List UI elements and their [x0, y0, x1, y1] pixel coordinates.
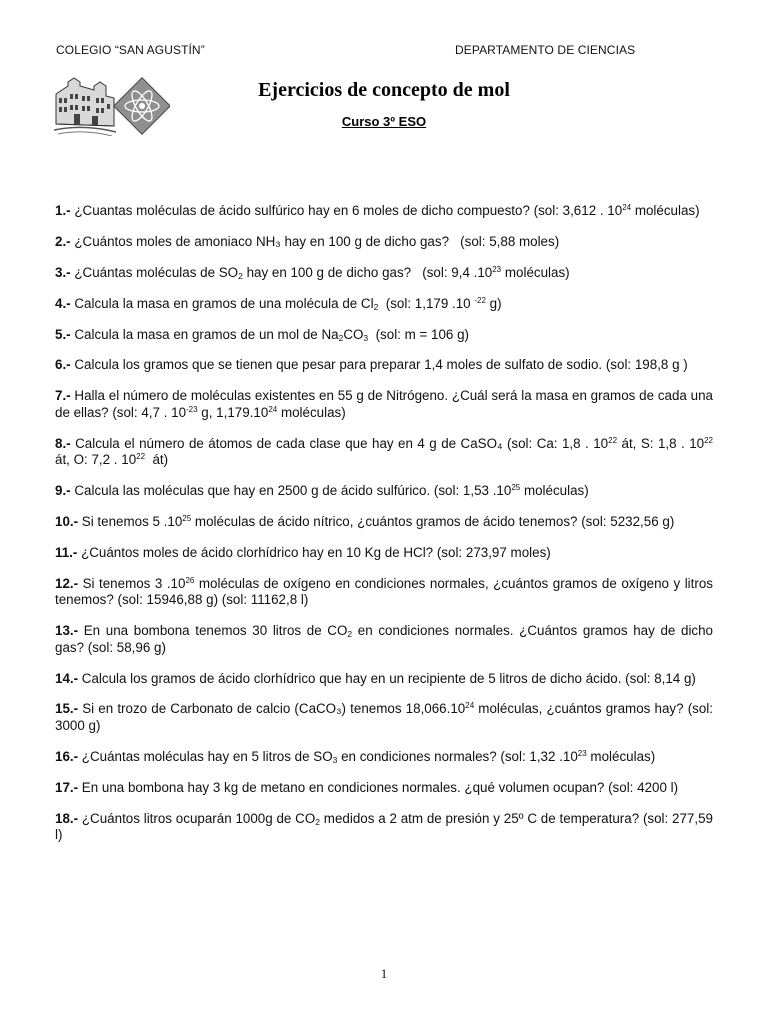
exercise-number: 18.-: [55, 810, 79, 826]
exercise-number: 7.-: [55, 388, 71, 404]
exercise-number: 14.-: [55, 670, 79, 686]
exercise-item: [55, 436, 713, 469]
exercise-text: Halla el número de moléculas existentes en 55 g de Nitrógeno. ¿Cuál será la masa en gramos de cada una de ellas? (sol: 4,7 . $10^{-23}$ g, 1,179.10$^{24}$ moléculas): [55, 388, 713, 420]
exercise-item: [55, 576, 713, 609]
exercise-item: [55, 545, 713, 562]
course-subtitle: Curso 3º ESO: [341, 114, 427, 129]
exercise-item: [55, 701, 713, 734]
exercise-text: Calcula las moléculas que hay en 2500 g de ácido sulfúrico. (sol: 1,53 $.10^{25}$ moléculas): [70, 483, 589, 499]
exercise-number: 1.-: [55, 203, 71, 218]
page-title-text: Ejercicios de concepto de mol: [258, 79, 510, 101]
department-name: DEPARTAMENTO DE CIENCIAS: [455, 43, 636, 57]
exercise-number: 6.-: [55, 357, 71, 373]
exercise-text: Si en trozo de Carbonato de calcio (CaCO₃) tenemos 18,066.10$^{24}$ moléculas, ¿cuántos gramos hay? (sol: 3000 g): [55, 701, 713, 733]
exercise-number: 2.-: [55, 233, 71, 249]
exercise-number: 12.-: [55, 575, 79, 591]
exercise-text: Calcula la masa en gramos de un mol de $Na_2CO_3$ (sol: m = 106 g): [70, 326, 469, 343]
exercise-text: Calcula los gramos de ácido clorhídrico que hay en un recipiente de 5 litros de dicho ácido. (sol: 8,14 g): [78, 670, 696, 686]
exercise-number: 16.-: [55, 748, 79, 764]
exercise-text: Calcula el número de átomos de cada clase que hay en 4 g de CaSO₄ (sol: Ca: 1,8 . $10^{22}$ át, S: 1,8 . $10^{22}$ át, O: 7,2 . $10^{22}$ át): [55, 435, 713, 468]
exercise-text: Si tenemos 3 $.10^{26}$ moléculas de oxígeno en condiciones normales, ¿cuántos gramos de oxígeno y litros tenemos? (sol: 15946,88 g) (sol: 11162,8 l): [55, 575, 713, 608]
exercise-item: [55, 357, 713, 374]
exercise-item: [55, 811, 713, 844]
exercise-item: [55, 265, 713, 282]
exercise-item: [55, 327, 713, 344]
exercise-number: 13.-: [55, 623, 79, 639]
exercise-text: ¿Cuántos moles de ácido clorhídrico hay en 10 Kg de HCl? (sol: 273,97 moles): [77, 544, 551, 560]
exercise-item: [55, 483, 713, 500]
exercise-text: En una bombona hay 3 kg de metano en condiciones normales. ¿qué volumen ocupan? (sol: 4200 l): [78, 779, 679, 795]
exercise-list: [55, 203, 713, 858]
exercise-text: ¿Cuántos moles de amoniaco NH₃ hay en 100 g de dicho gas? (sol: 5,88 moles): [70, 233, 560, 249]
exercise-item: [55, 234, 713, 251]
exercise-item: [55, 388, 713, 421]
page-title: [0, 79, 768, 102]
exercise-number: 5.-: [55, 326, 71, 342]
exercise-number: 15.-: [55, 701, 79, 717]
exercise-item: [55, 203, 713, 220]
exercise-item: [55, 296, 713, 313]
exercise-item: [55, 671, 713, 688]
exercise-number: 17.-: [55, 779, 79, 795]
exercise-item: [55, 623, 713, 656]
exercise-number: 10.-: [55, 514, 79, 530]
exercise-item: [55, 749, 713, 766]
exercise-text: Calcula los gramos que se tienen que pesar para preparar 1,4 moles de sulfato de sodio. (sol: 198,8 g ): [70, 357, 688, 373]
exercise-number: 4.-: [55, 295, 71, 311]
exercise-number: 11.-: [55, 544, 78, 560]
exercise-text: Calcula la masa en gramos de una molécula de $Cl_2$ (sol: 1,179 .10 $^{-22}$ g): [70, 295, 502, 312]
school-name: COLEGIO “SAN AGUSTÍN”: [56, 43, 205, 57]
page-number: 1: [380, 966, 388, 981]
exercise-text: Si tenemos 5 $.10^{25}$ moléculas de ácido nítrico, ¿cuántos gramos de ácido tenemos? (sol: 5232,56 g): [78, 514, 675, 530]
exercise-number: 8.-: [55, 435, 71, 451]
exercise-text: ¿Cuántas moléculas de $SO_2$ hay en 100 g de dicho gas? (sol: 9,4 $.10^{23}$ moléculas): [70, 264, 570, 281]
exercise-number: 3.-: [55, 264, 71, 280]
exercise-item: [55, 514, 713, 531]
exercise-number: 9.-: [55, 483, 71, 499]
exercise-text: En una bombona tenemos 30 litros de $CO_2$ en condiciones normales. ¿Cuántos gramos hay de dicho gas? (sol: 58,96 g): [55, 623, 714, 655]
exercise-item: [55, 780, 713, 797]
exercise-text: ¿Cuántos litros ocuparán 1000g de $CO_2$ medidos a 2 atm de presión y 25º C de temperatura? (sol: 277,59 l): [55, 810, 713, 843]
exercise-text: ¿Cuantas moléculas de ácido sulfúrico hay en 6 moles de dicho compuesto? (sol: 3,612 . $10^{24}$ moléculas): [70, 203, 700, 218]
exercise-text: ¿Cuántas moléculas hay en 5 litros de $SO_3$ en condiciones normales? (sol: 1,32 $.10^{23}$ moléculas): [78, 748, 656, 765]
